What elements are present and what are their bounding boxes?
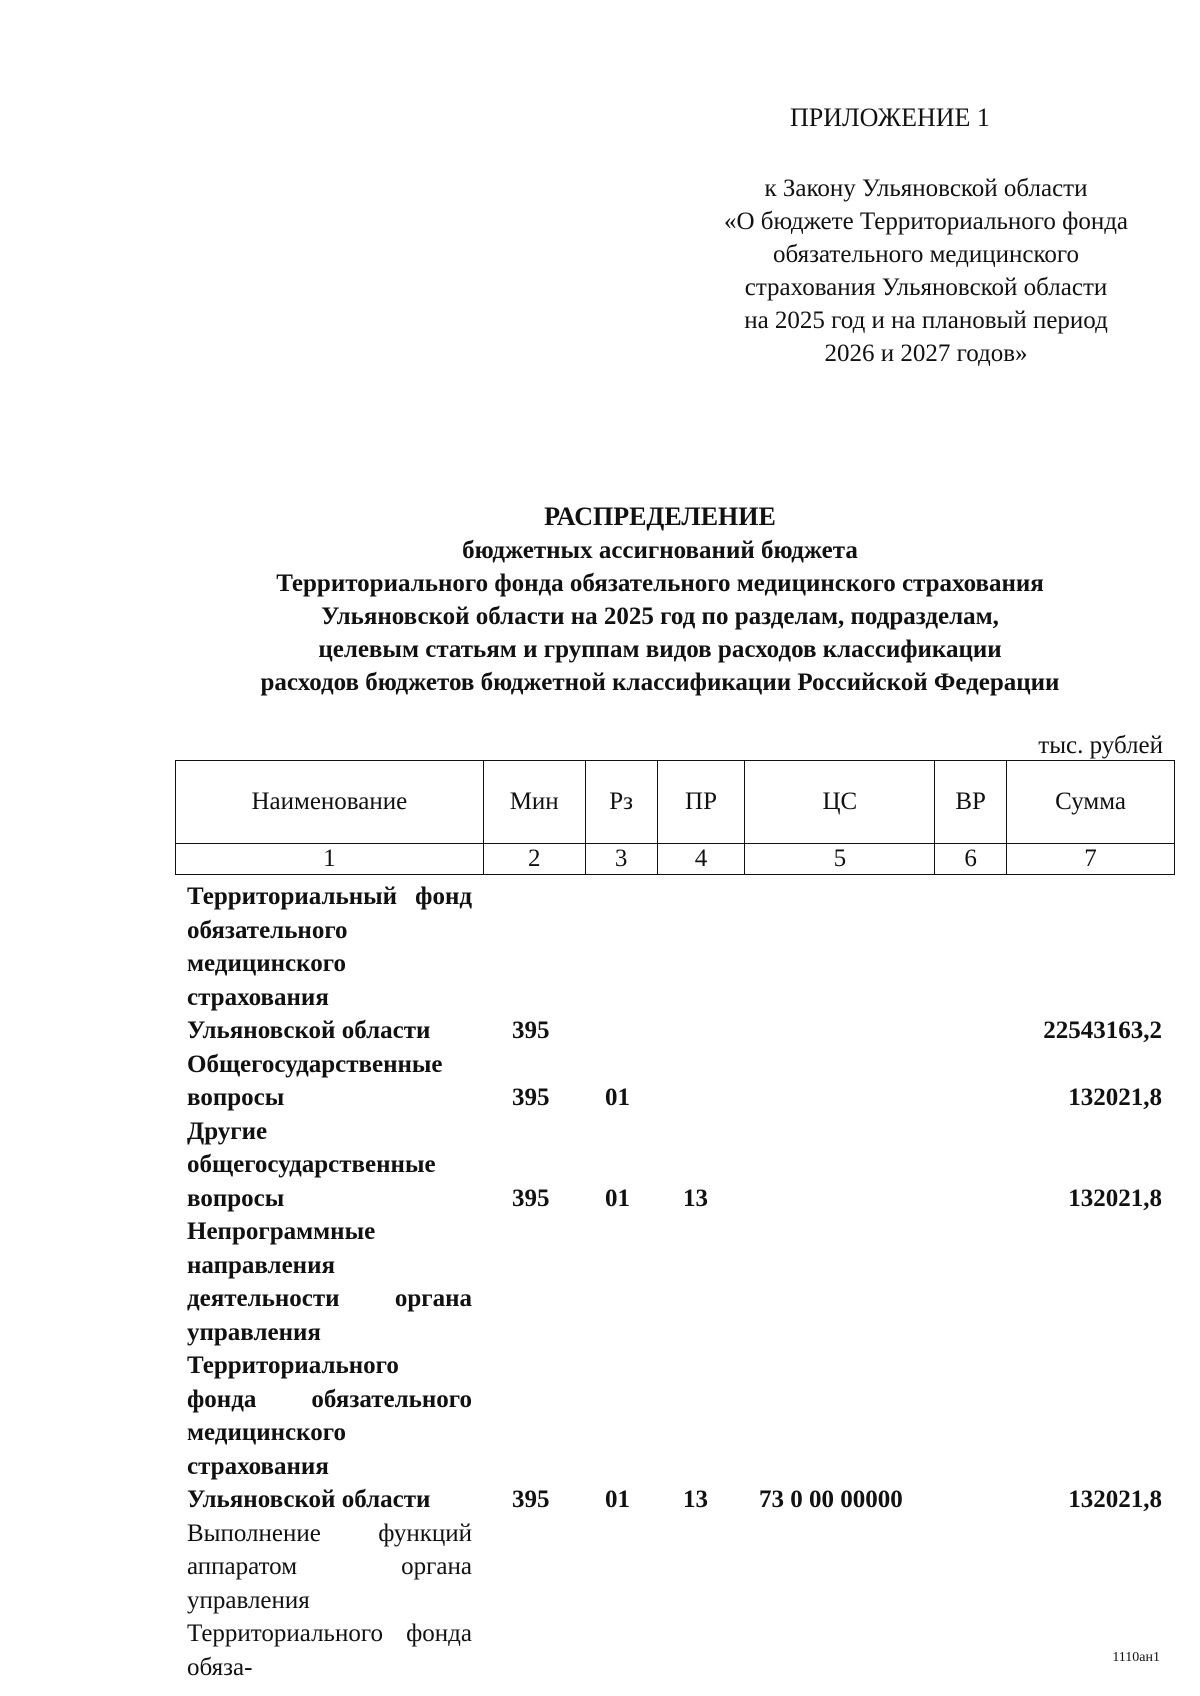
header-sum: Сумма [1007,761,1175,844]
column-number: 7 [1007,844,1175,875]
units-label: тыс. рублей [1038,732,1163,759]
row-rz: 01 [605,1084,630,1111]
row-name: Непрограммные направления деятельности органа управления Территориального фонда обязательного медицинского страхования Ульяновской области [187,1218,472,1513]
table-row [187,1048,1162,1115]
row-sum: 22543163,2 [1043,1017,1162,1044]
column-number: 2 [483,844,585,875]
table-row [187,1215,1162,1517]
title-line: бюджетных ассигнований бюджета [462,537,858,564]
column-number: 1 [176,844,484,875]
law-reference-line: к Закону Ульяновской области [764,175,1088,202]
appendix-label: ПРИЛОЖЕНИЕ 1 [790,103,990,132]
table-body [187,880,1162,1684]
title-line: расходов бюджетов бюджетной классификации Российской Федерации [260,669,1060,696]
row-sum: 132021,8 [1068,1084,1162,1111]
header-name: Наименование [176,761,484,844]
column-number: 4 [657,844,745,875]
row-cs: 73 0 00 00000 [759,1486,903,1513]
column-number: 5 [745,844,935,875]
row-rz: 01 [605,1486,630,1513]
table-header [175,760,1175,875]
column-number: 3 [585,844,657,875]
table-row [187,880,1162,1048]
row-sum: 132021,8 [1068,1486,1162,1513]
footer-code: 1110ан1 [1112,1650,1160,1665]
law-reference-line: 2026 и 2027 годов» [824,340,1028,367]
row-rz: 01 [605,1184,630,1212]
table-row [187,1115,1162,1216]
row-sum: 132021,8 [1068,1184,1162,1212]
row-min: 395 [512,1084,550,1111]
law-reference [676,172,1176,370]
law-reference-line: страхования Ульяновской области [744,274,1108,301]
title-line: Территориального фонда обязательного медицинского страхования [276,570,1044,597]
row-name: Выполнение функций аппаратом органа управления Территориального фонда обяза- [187,1519,472,1681]
header-cs: ЦС [745,761,935,844]
header-min: Мин [483,761,585,844]
header-pr: ПР [657,761,745,844]
header-rz: Рз [585,761,657,844]
title-line: Ульяновской области на 2025 год по разделам, подразделам, [321,603,999,630]
document-title [160,500,1160,699]
row-min: 395 [512,1486,550,1513]
row-pr: 13 [683,1486,708,1513]
law-reference-line: обязательного медицинского [772,241,1079,268]
title-main: РАСПРЕДЕЛЕНИЕ [544,502,776,531]
law-reference-line: на 2025 год и на плановый период [744,307,1108,334]
law-reference-line: «О бюджете Территориального фонда [723,208,1129,235]
row-name: Территориальный фонд обязательного медицинского страхования Ульяновской области [187,883,472,1044]
row-min: 395 [512,1184,550,1212]
header-vr: ВР [935,761,1007,844]
row-name: Общегосударственные вопросы [187,1050,443,1111]
column-number: 6 [935,844,1007,875]
row-pr: 13 [683,1184,708,1212]
row-name: Другие общегосударственные вопросы [187,1117,436,1212]
table-row [187,1517,1162,1685]
row-min: 395 [512,1017,550,1044]
title-line: целевым статьям и группам видов расходов классификации [318,636,1002,663]
